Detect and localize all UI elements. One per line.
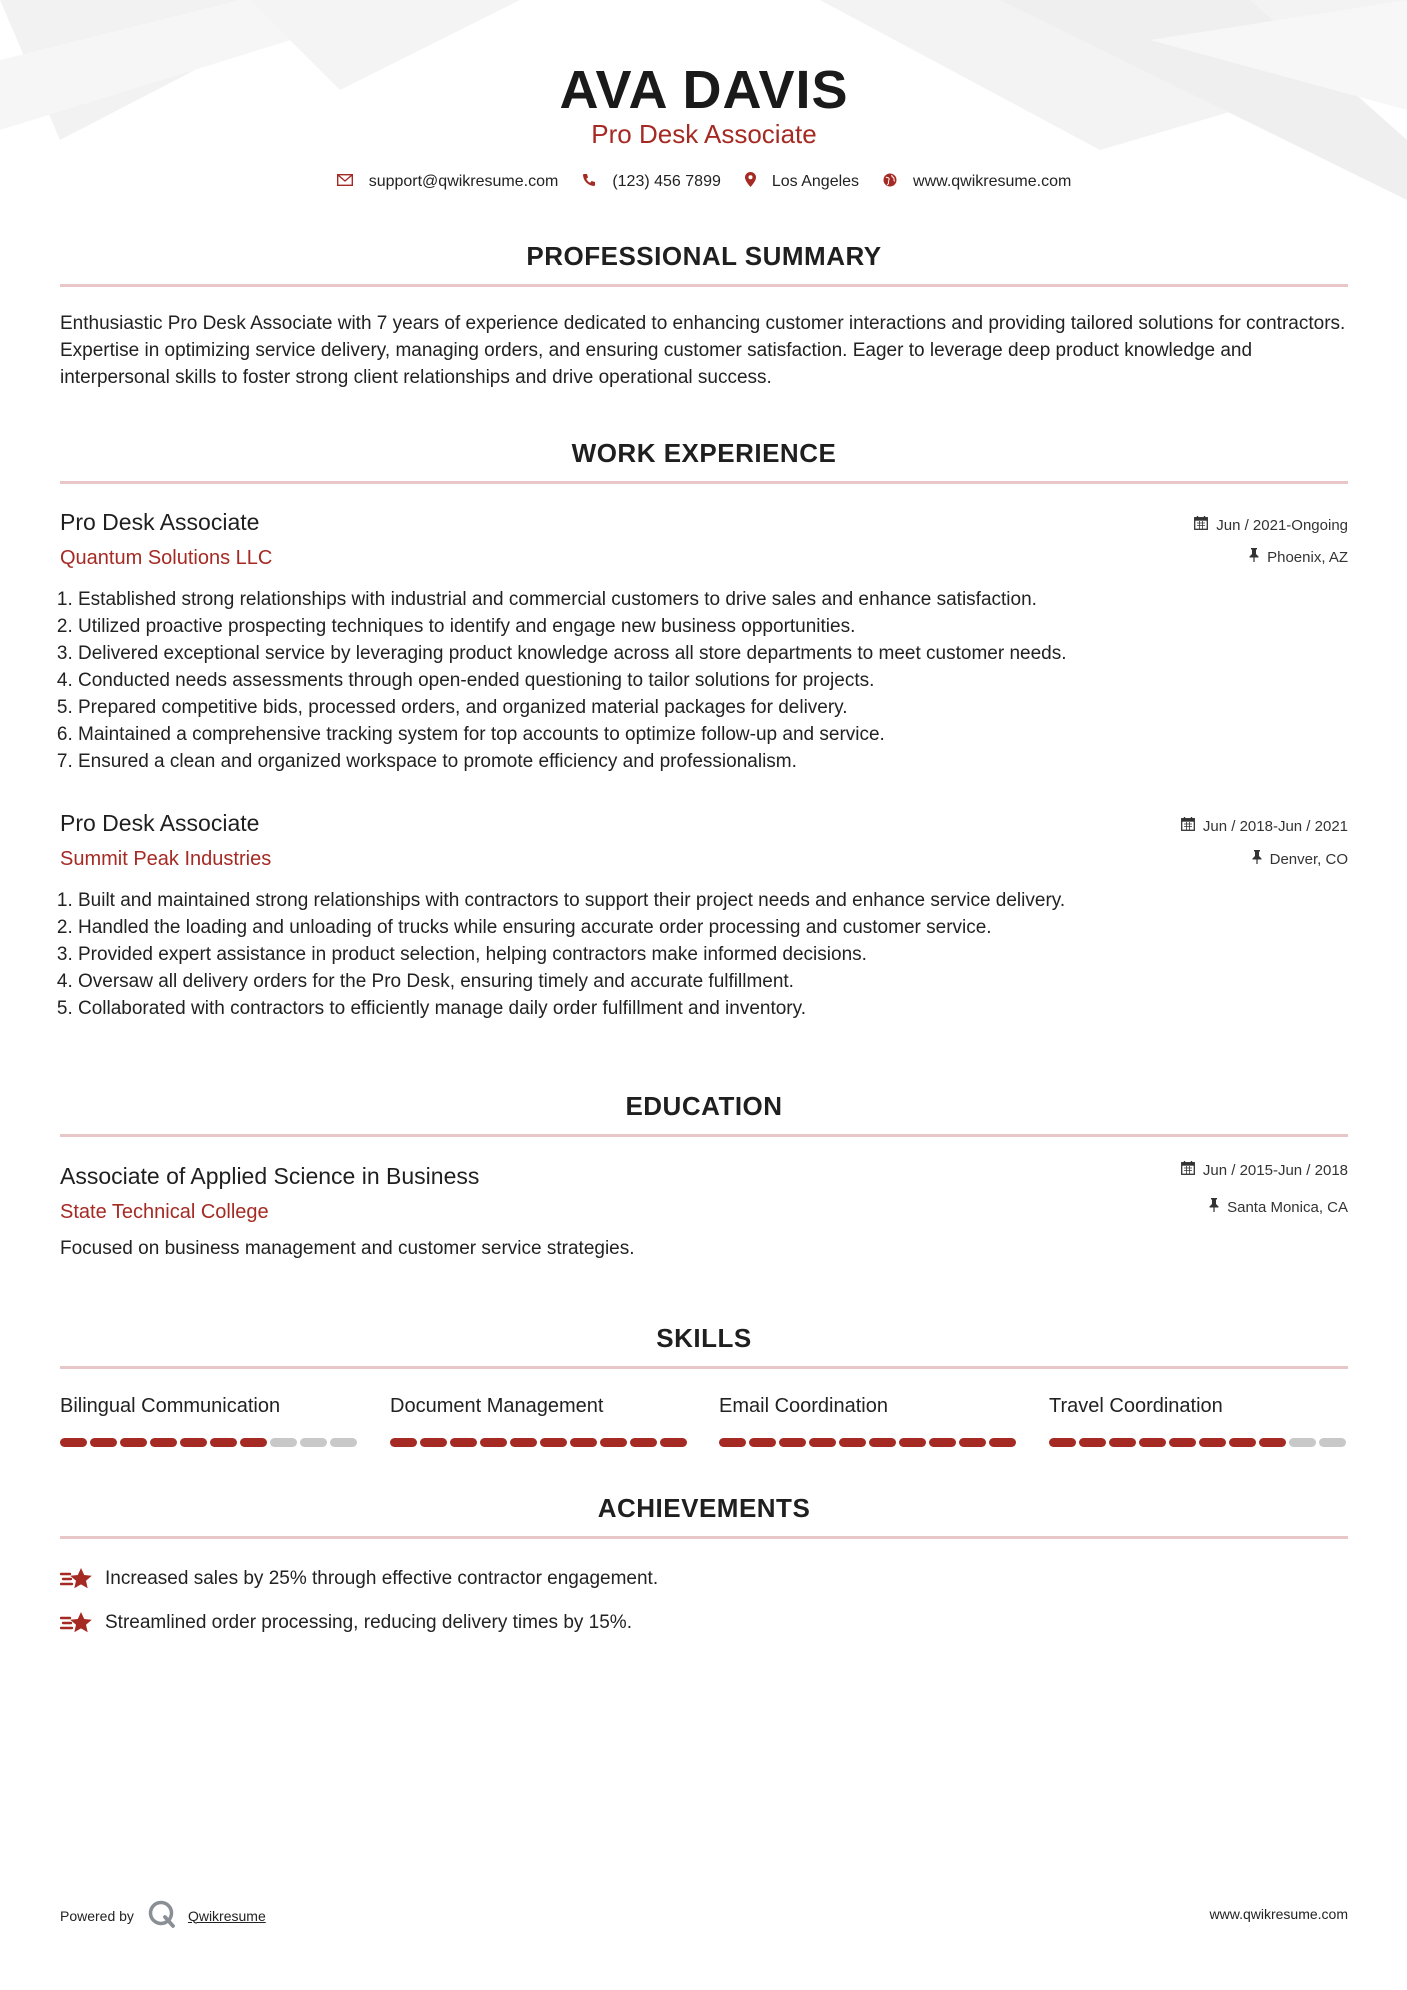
job-bullet: 5. Collaborated with contractors to efficiently manage daily order fulfillment and inventory. <box>78 995 1338 1022</box>
job-bullet: 1. Built and maintained strong relationships with contractors to support their project needs and enhance service delivery. <box>78 887 1338 914</box>
job-bullet: 4. Conducted needs assessments through open-ended questioning to tailor solutions for projects. <box>78 667 1338 694</box>
skill-dot-filled <box>1049 1438 1076 1447</box>
education-degree: Associate of Applied Science in Business <box>60 1163 480 1189</box>
education-description: Focused on business management and customer service strategies. <box>60 1238 635 1259</box>
skill-dot-empty <box>300 1438 327 1447</box>
education-divider <box>60 1134 1348 1137</box>
skill-dot-filled <box>1079 1438 1106 1447</box>
job-bullet: 4. Oversaw all delivery orders for the Pro Desk, ensuring timely and accurate fulfillment. <box>78 968 1338 995</box>
achievement-item <box>60 1565 658 1593</box>
job-bullets <box>60 586 1338 775</box>
skill-dot-filled <box>899 1438 926 1447</box>
skill-dot-filled <box>869 1438 896 1447</box>
skill-dot-filled <box>420 1438 447 1447</box>
job-bullet: 5. Prepared competitive bids, processed orders, and organized material packages for delivery. <box>78 694 1338 721</box>
pushpin-icon <box>1249 548 1259 568</box>
achievements-divider <box>60 1536 1348 1539</box>
job-location <box>1249 548 1348 568</box>
job-bullet: 6. Maintained a comprehensive tracking system for top accounts to optimize follow-up and service. <box>78 721 1338 748</box>
qwikresume-logo-icon <box>148 1900 176 1931</box>
skill-dot-empty <box>1319 1438 1346 1447</box>
calendar-icon <box>1181 1161 1195 1181</box>
skills-heading: SKILLS <box>656 1323 752 1353</box>
skill-dot-filled <box>1229 1438 1256 1447</box>
skill-dot-empty <box>270 1438 297 1447</box>
education-heading: EDUCATION <box>625 1091 783 1121</box>
skill-dot-filled <box>120 1438 147 1447</box>
job-dates <box>1181 817 1348 837</box>
experience-heading: WORK EXPERIENCE <box>571 438 837 468</box>
map-pin-icon <box>745 172 756 192</box>
job-location-text: Phoenix, AZ <box>1267 549 1348 566</box>
skill-level-bar <box>1049 1438 1349 1447</box>
achievement-text: Increased sales by 25% through effective contractor engagement. <box>105 1568 659 1589</box>
contact-website[interactable] <box>883 173 1071 192</box>
powered-by-label: Powered by <box>60 1907 134 1924</box>
job-title: Pro Desk Associate <box>60 810 260 836</box>
skill-dot-filled <box>390 1438 417 1447</box>
summary-divider <box>60 284 1348 287</box>
skill-dot-filled <box>959 1438 986 1447</box>
shooting-star-icon <box>60 1565 94 1593</box>
job-title: Pro Desk Associate <box>60 509 260 535</box>
skill-dot-filled <box>240 1438 267 1447</box>
skill-dot-filled <box>1199 1438 1226 1447</box>
job-bullet: 3. Provided expert assistance in product selection, helping contractors make informed decisions. <box>78 941 1338 968</box>
skill-dot-filled <box>660 1438 687 1447</box>
skill-dot-filled <box>450 1438 477 1447</box>
skill-item <box>60 1393 360 1447</box>
job-location <box>1252 850 1348 870</box>
skill-name: Bilingual Communication <box>60 1395 281 1417</box>
job-dates <box>1194 516 1348 536</box>
skill-level-bar <box>719 1438 1019 1447</box>
skill-dot-filled <box>480 1438 507 1447</box>
skill-dot-filled <box>1259 1438 1286 1447</box>
achievements-heading: ACHIEVEMENTS <box>597 1493 811 1523</box>
job-bullet: 7. Ensured a clean and organized workspace to promote efficiency and professionalism. <box>78 748 1338 775</box>
skill-dot-filled <box>630 1438 657 1447</box>
skill-dot-filled <box>1169 1438 1196 1447</box>
skill-dot-filled <box>809 1438 836 1447</box>
job-bullets <box>60 887 1338 1022</box>
skill-name: Travel Coordination <box>1049 1395 1223 1417</box>
footer-powered-by <box>60 1900 266 1931</box>
shooting-star-icon <box>60 1609 94 1637</box>
contact-phone-text: (123) 456 7899 <box>612 173 721 190</box>
contact-location <box>745 172 859 192</box>
qwikresume-link[interactable]: Qwikresume <box>187 1907 266 1924</box>
skill-dot-filled <box>779 1438 806 1447</box>
phone-icon <box>582 173 596 192</box>
skill-dot-filled <box>989 1438 1016 1447</box>
skill-dot-filled <box>90 1438 117 1447</box>
contact-phone[interactable] <box>582 173 721 192</box>
education-school: State Technical College <box>60 1201 269 1223</box>
skill-dot-empty <box>330 1438 357 1447</box>
calendar-icon <box>1181 817 1195 837</box>
skill-name: Document Management <box>390 1395 604 1417</box>
contact-email-text: support@qwikresume.com <box>368 173 559 190</box>
achievement-item <box>60 1609 632 1637</box>
skill-dot-filled <box>570 1438 597 1447</box>
summary-heading: PROFESSIONAL SUMMARY <box>526 241 882 271</box>
education-location-text: Santa Monica, CA <box>1227 1199 1348 1216</box>
job-company: Summit Peak Industries <box>60 848 272 870</box>
skill-dot-filled <box>1109 1438 1136 1447</box>
envelope-icon <box>337 173 353 191</box>
job-dates-text: Jun / 2021-Ongoing <box>1216 517 1348 534</box>
education-location <box>1209 1198 1348 1218</box>
education-dates <box>1181 1161 1348 1181</box>
job-bullet: 2. Utilized proactive prospecting techniques to identify and engage new business opportunities. <box>78 613 1338 640</box>
skill-name: Email Coordination <box>719 1395 888 1417</box>
candidate-name: AVA DAVIS <box>559 60 849 120</box>
skill-item <box>1049 1393 1349 1447</box>
job-bullet: 3. Delivered exceptional service by leveraging product knowledge across all store departments to meet customer needs. <box>78 640 1338 667</box>
experience-divider <box>60 481 1348 484</box>
skill-dot-filled <box>1139 1438 1166 1447</box>
skill-dot-filled <box>600 1438 627 1447</box>
job-company: Quantum Solutions LLC <box>60 547 273 569</box>
pushpin-icon <box>1252 850 1262 870</box>
skill-dot-filled <box>210 1438 237 1447</box>
skill-dot-filled <box>60 1438 87 1447</box>
contact-bar <box>60 172 1348 192</box>
skill-dot-filled <box>180 1438 207 1447</box>
job-dates-text: Jun / 2018-Jun / 2021 <box>1202 818 1348 835</box>
skill-item <box>390 1393 690 1447</box>
pushpin-icon <box>1209 1198 1219 1218</box>
contact-location-text: Los Angeles <box>771 173 860 190</box>
skill-dot-filled <box>510 1438 537 1447</box>
skill-item <box>719 1393 1019 1447</box>
candidate-title: Pro Desk Associate <box>591 119 817 149</box>
skill-dot-empty <box>1289 1438 1316 1447</box>
skills-divider <box>60 1366 1348 1369</box>
calendar-icon <box>1194 516 1208 536</box>
footer-website[interactable]: www.qwikresume.com <box>1209 1906 1348 1922</box>
contact-website-text: www.qwikresume.com <box>913 173 1072 190</box>
job-bullet: 1. Established strong relationships with industrial and commercial customers to drive sales and enhance satisfaction. <box>78 586 1338 613</box>
skill-dot-filled <box>929 1438 956 1447</box>
skill-dot-filled <box>540 1438 567 1447</box>
skill-dot-filled <box>150 1438 177 1447</box>
education-dates-text: Jun / 2015-Jun / 2018 <box>1202 1162 1348 1179</box>
skill-dot-filled <box>719 1438 746 1447</box>
summary-text: Enthusiastic Pro Desk Associate with 7 years of experience dedicated to enhancing customer interactions and providing tailored solutions for contractors. Expertise in optimizing service delivery, managing orders, and ensuring customer satisfaction. Eager to leverage deep product knowledge and interpersonal skills to foster strong client relationships and drive operational success. <box>60 313 1346 388</box>
skill-dot-filled <box>839 1438 866 1447</box>
achievement-text: Streamlined order processing, reducing delivery times by 15%. <box>105 1612 632 1633</box>
skill-level-bar <box>390 1438 690 1447</box>
job-location-text: Denver, CO <box>1269 851 1348 868</box>
skill-dot-filled <box>749 1438 776 1447</box>
contact-email[interactable] <box>337 173 559 191</box>
skill-level-bar <box>60 1438 360 1447</box>
job-bullet: 2. Handled the loading and unloading of trucks while ensuring accurate order processing and customer service. <box>78 914 1338 941</box>
globe-icon <box>883 173 897 192</box>
